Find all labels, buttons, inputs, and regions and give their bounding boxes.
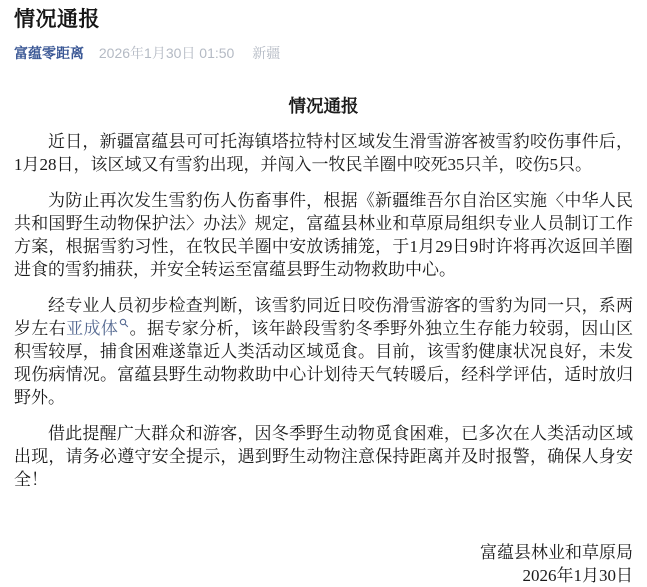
article-heading: 情况通报 [288,96,359,116]
paragraph-3-text-before: 经专业人员初步检查判断，该雪豹同近日咬伤滑雪游客的雪豹为同一只，系两岁左右 [14,296,633,338]
publish-datetime: 2026年1月30日 01:50 [98,45,235,61]
source-link[interactable]: 富蕴零距离 [14,45,84,61]
entity-link-yachengti[interactable] [66,319,129,338]
article-meta [14,43,633,63]
signature-name: 富蕴县林业和草原局 [480,543,633,562]
paragraph-1: 近日，新疆富蕴县可可托海镇塔拉特村区域发生滑雪游客被雪豹咬伤事件后，1月28日，该区域又有雪豹出现，并闯入一牧民羊圈中咬死35只羊，咬伤5只。 [14,132,633,174]
page-title: 情况通报 [14,8,100,31]
paragraph-3 [14,294,633,409]
signature-date: 2026年1月30日 [522,566,633,585]
search-icon [119,318,129,328]
entity-link-label: 亚成体 [66,319,119,338]
paragraph-3-text-after: 。据专家分析，该年龄段雪豹冬季野外独立生存能力较弱，因山区积雪较厚，捕食困难遂靠近人类活动区域觅食。目前，该雪豹健康状况良好，未发现伤病情况。富蕴县野生动物救助中心计划待天气转暖后，经科学评估，适时放归野外。 [14,319,634,407]
paragraph-2: 为防止再次发生雪豹伤人伤畜事件，根据《新疆维吾尔自治区实施〈中华人民共和国野生动物保护法〉办法》规定，富蕴县林业和草原局组织专业人员制订工作方案，根据雪豹习性，在牧民羊圈中安放诱捕笼，于1月29日9时许将再次返回羊圈进食的雪豹捕获，并安全转运至富蕴县野生动物救助中心。 [14,191,633,279]
publish-location: 新疆 [252,45,281,61]
signature-block [14,541,633,587]
paragraph-4: 借此提醒广大群众和游客，因冬季野生动物觅食困难，已多次在人类活动区域出现，请务必遵守安全提示，遇到野生动物注意保持距离并及时报警，确保人身安全！ [14,424,633,489]
article-body [14,95,633,587]
